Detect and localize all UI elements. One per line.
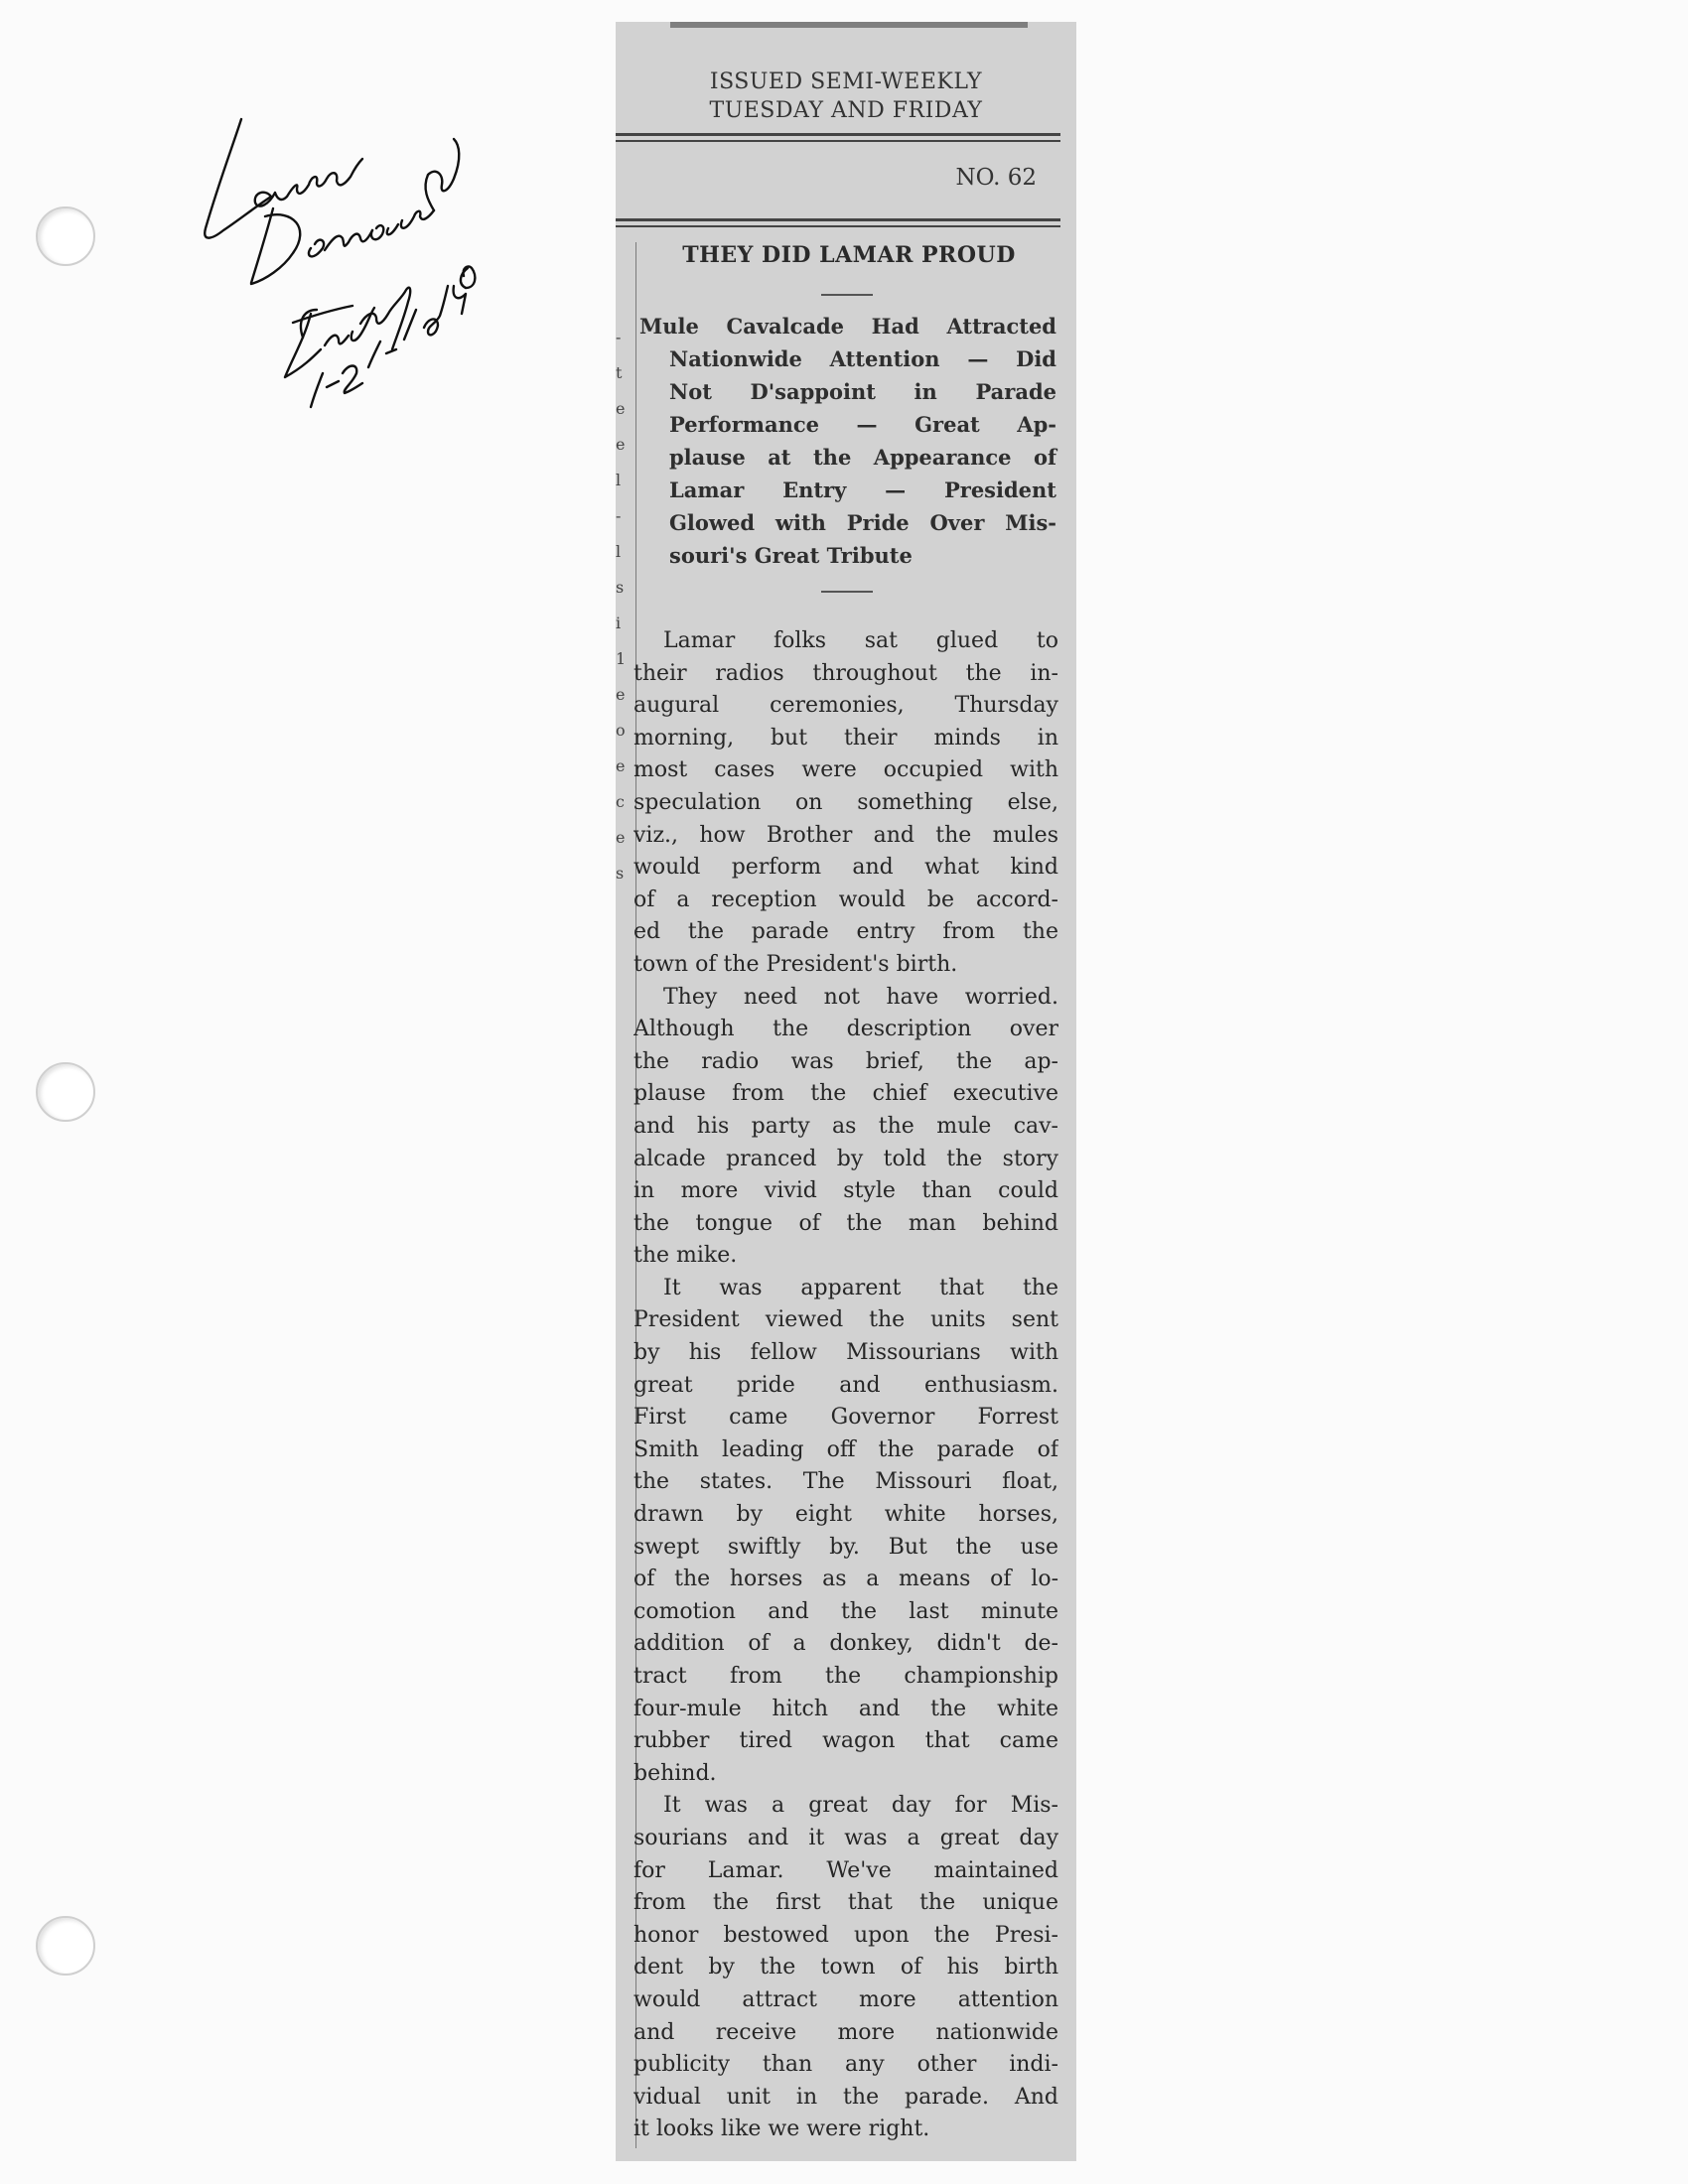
body-line: most cases were occupied with <box>633 757 1058 783</box>
body-line: speculation on something else, <box>633 789 1058 815</box>
article-body <box>633 625 1058 2146</box>
body-line: Smith leading off the parade of <box>633 1436 1058 1462</box>
body-line: honor bestowed upon the Presi- <box>633 1922 1058 1948</box>
body-line: four-mule hitch and the white <box>633 1696 1058 1721</box>
deck-divider <box>821 591 873 593</box>
body-line: President viewed the units sent <box>633 1307 1058 1333</box>
body-line: addition of a donkey, didn't de- <box>633 1631 1058 1657</box>
body-line: plause from the chief executive <box>633 1081 1058 1107</box>
issue-schedule-line2: TUESDAY AND FRIDAY <box>709 98 983 123</box>
masthead-fragment <box>670 22 1028 36</box>
body-line: for Lamar. We've maintained <box>633 1857 1058 1883</box>
body-line: the states. The Missouri float, <box>633 1469 1058 1495</box>
body-line: the mike. <box>633 1243 738 1269</box>
body-line: publicity than any other indi- <box>633 2052 1058 2078</box>
body-line: tract from the championship <box>633 1664 1058 1689</box>
body-line: it looks like we were right. <box>633 2116 930 2142</box>
article-subheadline <box>639 310 1056 572</box>
body-line: the tongue of the man behind <box>633 1210 1058 1236</box>
article-headline: THEY DID LAMAR PROUD <box>682 242 1016 268</box>
body-line: in more vivid style than could <box>633 1178 1058 1204</box>
body-line: ed the parade entry from the <box>633 919 1058 945</box>
body-line: of a reception would be accord- <box>633 887 1058 912</box>
body-line: alcade pranced by told the story <box>633 1146 1058 1171</box>
issue-number: NO. 62 <box>955 165 1037 191</box>
body-line: swept swiftly by. But the use <box>633 1534 1058 1560</box>
body-line: and receive more nationwide <box>633 2019 1058 2045</box>
body-line: First came Governor Forrest <box>633 1405 1058 1431</box>
body-line: viz., how Brother and the mules <box>633 822 1058 848</box>
headline-divider <box>821 294 873 296</box>
handwritten-annotation <box>194 89 561 417</box>
body-line: drawn by eight white horses, <box>633 1502 1058 1528</box>
subheadline-line: Performance — Great Ap- <box>669 412 1056 437</box>
body-line: town of the President's birth. <box>633 951 958 977</box>
body-line: of the horses as a means of lo- <box>633 1567 1058 1592</box>
body-line: vidual unit in the parade. And <box>633 2084 1058 2110</box>
adjacent-column-fragments: - t e e l - l s i 1 e o e c e s <box>616 328 627 883</box>
body-line: behind. <box>633 1760 717 1786</box>
body-line: They need not have worried. <box>663 984 1058 1010</box>
subheadline-line: Not D'sappoint in Parade <box>669 379 1056 404</box>
subheadline-line: Nationwide Attention — Did <box>669 346 1056 371</box>
body-line: sourians and it was a great day <box>633 1825 1058 1850</box>
body-line: Lamar folks sat glued to <box>663 628 1058 653</box>
issue-schedule-line1: ISSUED SEMI-WEEKLY <box>709 69 983 94</box>
body-line: their radios throughout the in- <box>633 660 1058 686</box>
subheadline-line: Lamar Entry — President <box>669 478 1056 502</box>
masthead-bottom-rule <box>616 218 1060 227</box>
body-line: It was a great day for Mis- <box>663 1793 1058 1819</box>
newspaper-clipping <box>616 22 1076 2161</box>
body-line: dent by the town of his birth <box>633 1955 1058 1980</box>
masthead-rule <box>616 133 1060 142</box>
punch-hole-bottom <box>36 1916 95 1976</box>
subheadline-line: plause at the Appearance of <box>669 445 1056 470</box>
body-line: would attract more attention <box>633 1986 1058 2012</box>
body-line: and his party as the mule cav- <box>633 1113 1058 1139</box>
body-line: great pride and enthusiasm. <box>633 1372 1058 1398</box>
body-line: by his fellow Missourians with <box>633 1340 1058 1366</box>
issue-schedule <box>616 68 1076 125</box>
subheadline-line: Glowed with Pride Over Mis- <box>669 510 1056 535</box>
body-line: augural ceremonies, Thursday <box>633 693 1058 719</box>
body-line: would perform and what kind <box>633 855 1058 881</box>
body-line: rubber tired wagon that came <box>633 1728 1058 1754</box>
body-line: It was apparent that the <box>663 1275 1058 1300</box>
body-line: the radio was brief, the ap- <box>633 1048 1058 1074</box>
body-line: Although the description over <box>633 1017 1058 1042</box>
body-line: comotion and the last minute <box>633 1598 1058 1624</box>
punch-hole-middle <box>36 1062 95 1122</box>
subheadline-line: souri's Great Tribute <box>669 543 913 568</box>
body-line: from the first that the unique <box>633 1890 1058 1916</box>
punch-hole-top <box>36 206 95 266</box>
subheadline-line: Mule Cavalcade Had Attracted <box>639 314 1056 339</box>
body-line: morning, but their minds in <box>633 725 1058 751</box>
